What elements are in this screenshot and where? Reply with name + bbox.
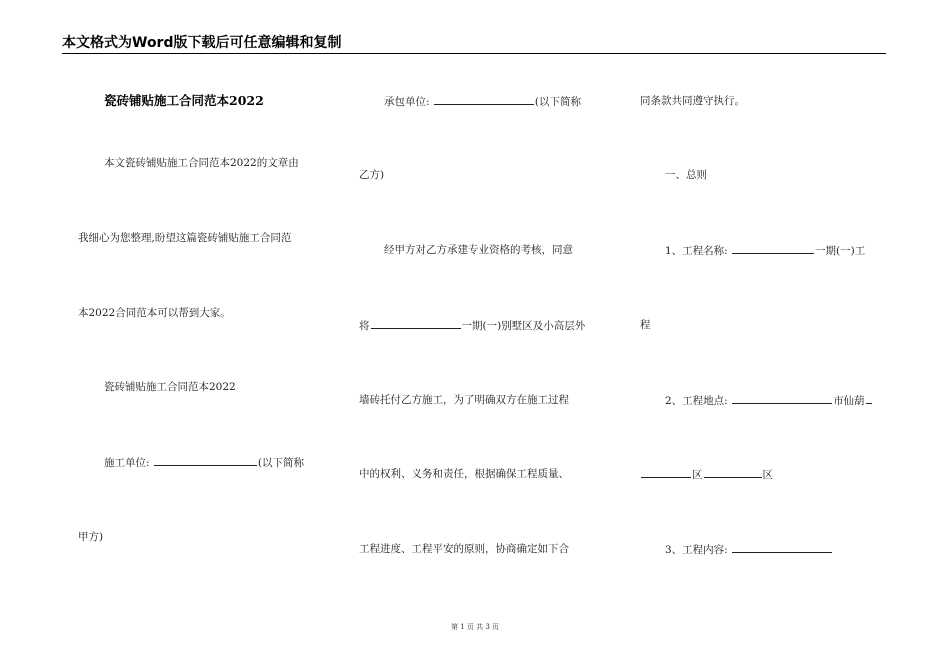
district-label-1: 区 — [692, 469, 703, 481]
district-line — [640, 467, 773, 482]
project-name-blank — [732, 243, 814, 254]
project-name-end: 程 — [640, 319, 651, 331]
project-name-line — [665, 243, 865, 258]
body-line-3: 墙砖托付乙方施工，为了明确双方在施工过程 — [359, 394, 569, 406]
body-line-2-suffix: 一期(一)别墅区及小高层外 — [461, 320, 586, 332]
body-line-6: 同条款共同遵守执行。 — [640, 95, 745, 107]
body-line-2-prefix: 将 — [359, 320, 370, 332]
banner-divider — [62, 53, 886, 54]
party-b-blank — [434, 94, 534, 105]
project-content-label: 3、工程内容: — [665, 544, 728, 556]
page-number: 第 1 页 共 3 页 — [450, 623, 500, 631]
party-b-suffix: (以下简称 — [534, 96, 581, 108]
project-name-label: 1、工程名称: — [665, 245, 728, 257]
project-content-line — [665, 542, 833, 557]
intro-line-3: 本2022合同范本可以帮到大家。 — [78, 307, 231, 319]
party-a-suffix: (以下简称 — [257, 457, 304, 469]
body-line-5: 工程进度、工程平安的原则，协商确定如下合 — [359, 543, 569, 555]
project-location-suffix: 市仙葫 — [833, 395, 865, 407]
project-name-suffix: 一期(一)工 — [815, 245, 866, 257]
district-label-2: 区 — [762, 469, 773, 481]
body-line-2 — [359, 318, 585, 333]
project-location-label: 2、工程地点: — [665, 395, 728, 407]
party-b-label: 承包单位: — [384, 96, 430, 108]
project-blank — [371, 318, 461, 329]
party-a-line — [104, 455, 304, 470]
party-a-label: 施工单位: — [104, 457, 150, 469]
party-b-end: 乙方) — [359, 169, 385, 181]
section-heading-general: 一、总则 — [665, 169, 707, 181]
project-location-line — [665, 393, 873, 408]
city-blank — [732, 393, 832, 404]
download-banner: 本文格式为Word版下载后可任意编辑和复制 — [62, 35, 342, 51]
document-title: 瓷砖铺贴施工合同范本2022 — [104, 93, 264, 108]
party-b-line — [384, 94, 581, 109]
party-a-end: 甲方) — [78, 531, 104, 543]
district-blank-2 — [704, 467, 762, 478]
location-tail-blank — [866, 393, 872, 404]
intro-line-2: 我细心为您整理,盼望这篇瓷砖铺贴施工合同范 — [78, 232, 292, 244]
intro-line-1: 本文瓷砖铺贴施工合同范本2022的文章由 — [104, 157, 299, 169]
body-line-1: 经甲方对乙方承建专业资格的考核，同意 — [384, 244, 573, 256]
project-content-blank — [732, 542, 832, 553]
body-line-4: 中的权利、义务和责任，根据确保工程质量、 — [359, 468, 569, 480]
party-a-blank — [154, 455, 257, 466]
subtitle: 瓷砖铺贴施工合同范本2022 — [104, 381, 236, 393]
district-blank-1 — [641, 467, 691, 478]
